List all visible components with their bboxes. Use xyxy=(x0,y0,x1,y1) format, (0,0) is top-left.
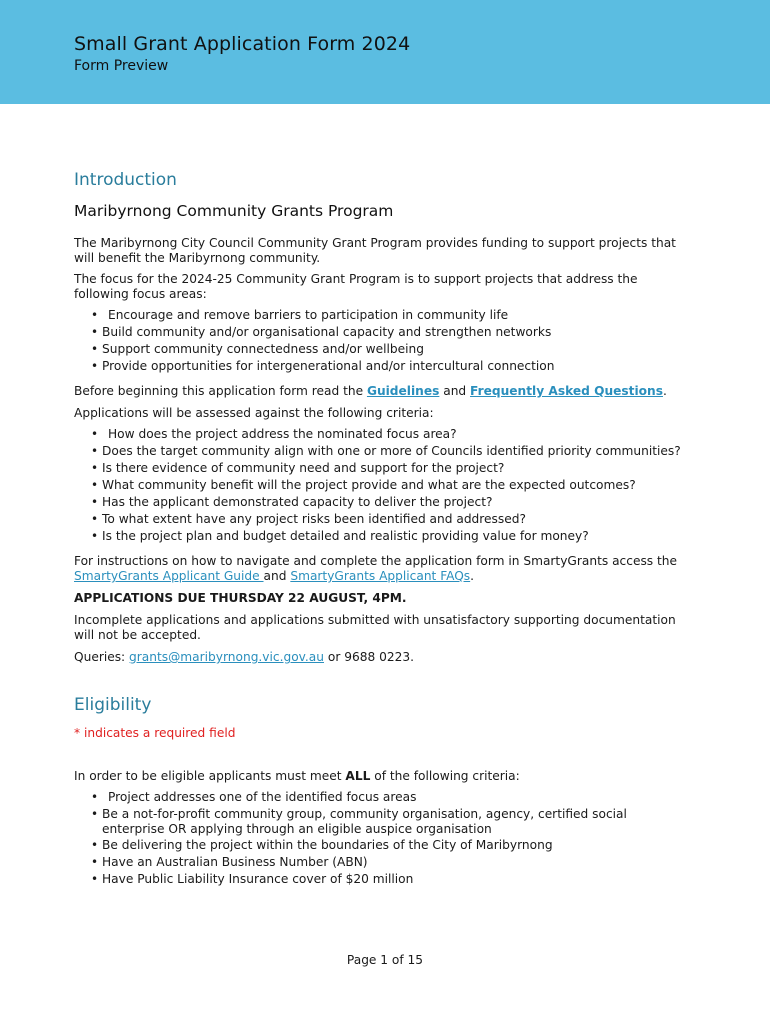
eligibility-heading: Eligibility xyxy=(74,695,152,715)
faq-link[interactable]: Frequently Asked Questions xyxy=(470,384,663,398)
list-item: • Support community connectedness and/or wellbeing xyxy=(74,342,684,357)
program-title: Maribyrnong Community Grants Program xyxy=(74,202,394,220)
due-date-notice: APPLICATIONS DUE THURSDAY 22 AUGUST, 4PM. xyxy=(74,591,407,605)
required-field-note: * indicates a required field xyxy=(74,726,236,740)
header-banner xyxy=(0,0,770,104)
list-item: • Be a not-for-profit community group, community organisation, agency, certified social enterprise OR applying through an eligible auspice organisation xyxy=(74,807,684,837)
list-item: • Build community and/or organisational capacity and strengthen networks xyxy=(74,325,684,340)
eligibility-list xyxy=(74,790,684,887)
introduction-heading: Introduction xyxy=(74,170,177,190)
incomplete-notice: Incomplete applications and applications submitted with unsatisfactory supporting documentation will not be accepted. xyxy=(74,613,676,642)
list-item: • Have an Australian Business Number (ABN) xyxy=(74,855,684,870)
criteria-prefix: In order to be eligible applicants must meet xyxy=(74,769,346,783)
list-item: • Has the applicant demonstrated capacity to deliver the project? xyxy=(74,495,684,510)
guidelines-suffix: . xyxy=(662,384,667,398)
list-item: • Have Public Liability Insurance cover of $20 million xyxy=(74,872,684,887)
list-item: • Project addresses one of the identified focus areas xyxy=(74,790,684,805)
criteria-suffix: of the following criteria: xyxy=(370,769,520,783)
intro-paragraph: The Maribyrnong City Council Community Grant Program provides funding to support projects that will benefit the Maribyrnong community. xyxy=(74,236,676,265)
instructions-prefix: For instructions on how to navigate and complete the application form in SmartyGrants access the xyxy=(74,554,678,568)
criteria-intro: Applications will be assessed against the following criteria: xyxy=(74,406,434,420)
instructions-paragraph xyxy=(74,554,684,584)
list-item: • Be delivering the project within the boundaries of the City of Maribyrnong xyxy=(74,838,684,853)
queries-suffix: or 9688 0223. xyxy=(324,650,414,664)
guidelines-paragraph xyxy=(74,384,684,399)
list-item: • What community benefit will the project provide and what are the expected outcomes? xyxy=(74,478,684,493)
list-item: • How does the project address the nominated focus area? xyxy=(74,427,684,442)
queries-prefix: Queries: xyxy=(74,650,130,664)
instructions-suffix: . xyxy=(470,569,475,583)
applicant-faqs-link[interactable]: SmartyGrants Applicant FAQs xyxy=(290,569,471,583)
form-subtitle: Form Preview xyxy=(74,58,169,74)
list-item: • To what extent have any project risks been identified and addressed? xyxy=(74,512,684,527)
criteria-list xyxy=(74,427,684,544)
eligibility-criteria-intro xyxy=(74,769,684,784)
applicant-guide-link[interactable]: SmartyGrants Applicant Guide xyxy=(74,569,264,583)
guidelines-and: and xyxy=(439,384,471,398)
email-link[interactable]: grants@maribyrnong.vic.gov.au xyxy=(129,650,324,664)
focus-area-list xyxy=(74,308,684,374)
focus-paragraph: The focus for the 2024-25 Community Grant Program is to support projects that address the following focus areas: xyxy=(74,272,638,301)
list-item: • Encourage and remove barriers to participation in community life xyxy=(74,308,684,323)
queries-paragraph xyxy=(74,650,684,665)
list-item: • Provide opportunities for intergenerational and/or intercultural connection xyxy=(74,359,684,374)
instructions-and: and xyxy=(263,569,291,583)
list-item: • Is the project plan and budget detailed and realistic providing value for money? xyxy=(74,529,684,544)
guidelines-prefix: Before beginning this application form read the xyxy=(74,384,367,398)
list-item: • Does the target community align with one or more of Councils identified priority communities? xyxy=(74,444,684,459)
list-item: • Is there evidence of community need and support for the project? xyxy=(74,461,684,476)
page-number: Page 1 of 15 xyxy=(346,953,424,967)
criteria-all: ALL xyxy=(345,769,371,783)
form-content xyxy=(74,170,684,887)
form-title: Small Grant Application Form 2024 xyxy=(74,33,411,55)
guidelines-link[interactable]: Guidelines xyxy=(366,384,440,398)
